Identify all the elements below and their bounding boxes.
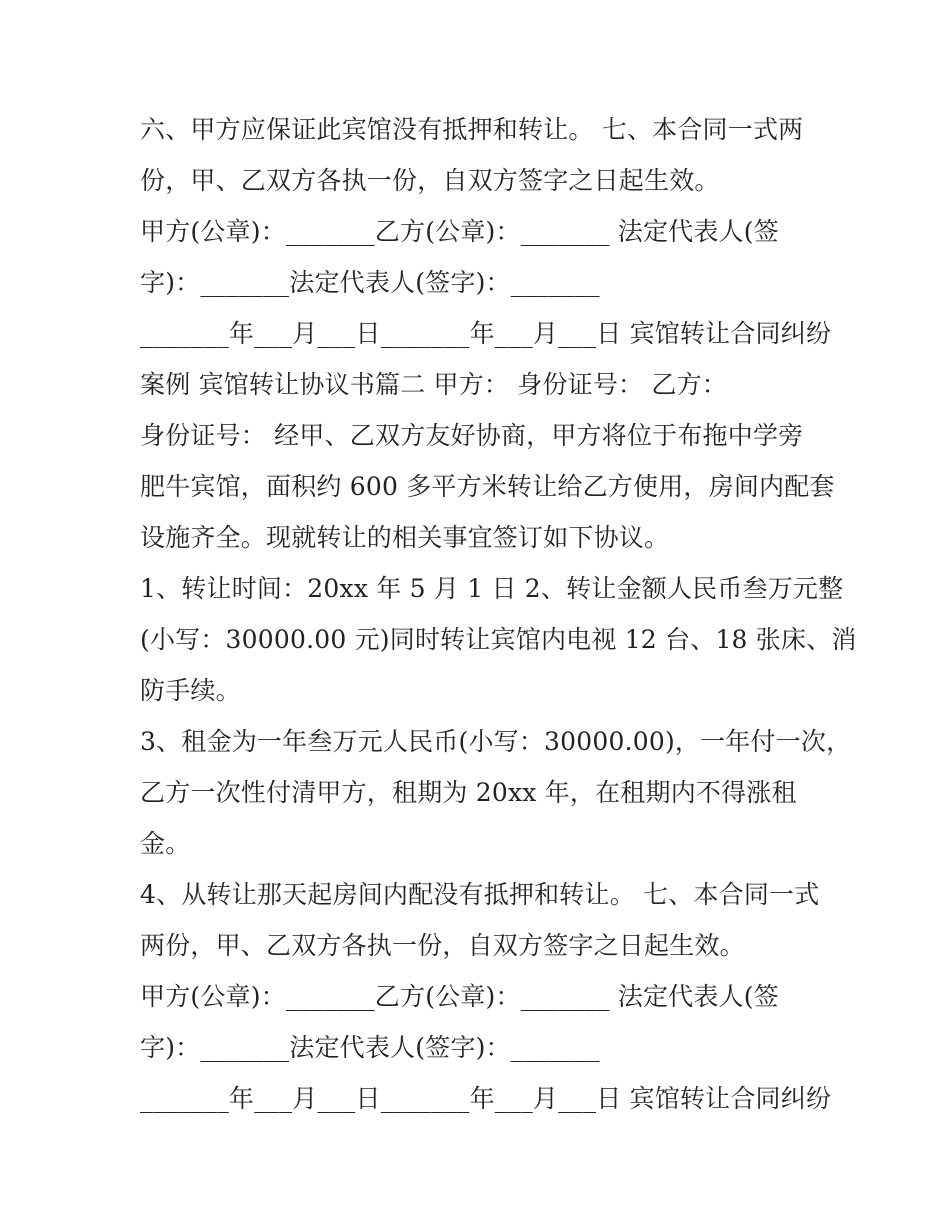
text-line-4: 字)：_______法定代表人(签字)：_______ [140, 268, 600, 297]
text-line-20: _______年___月___日_______年___月___日 宾馆转让合同纠纷 [140, 1084, 832, 1113]
text-line-19: 字)：_______法定代表人(签字)：_______ [140, 1033, 600, 1062]
text-line-11: (小写：30000.00 元)同时转让宾馆内电视 12 台、18 张床、消 [140, 625, 857, 654]
text-line-13: 3、租金为一年叁万元人民币(小写：30000.00)，一年付一次， [140, 727, 852, 756]
text-line-2: 份，甲、乙双方各执一份，自双方签字之日起生效。 [140, 166, 720, 195]
text-line-14: 乙方一次性付清甲方，租期为 20xx 年，在租期内不得涨租 [140, 778, 797, 807]
text-line-3: 甲方(公章)：_______乙方(公章)：_______ 法定代表人(签 [140, 217, 779, 246]
text-line-7: 身份证号： 经甲、乙双方友好协商，甲方将位于布拖中学旁 [140, 421, 804, 450]
text-line-5: _______年___月___日_______年___月___日 宾馆转让合同纠纷 [140, 319, 832, 348]
text-line-17: 两份，甲、乙双方各执一份，自双方签字之日起生效。 [140, 931, 745, 960]
text-line-18: 甲方(公章)：_______乙方(公章)：_______ 法定代表人(签 [140, 982, 779, 1011]
text-line-1: 六、甲方应保证此宾馆没有抵押和转让。 七、本合同一式两 [140, 115, 804, 144]
text-line-6: 案例 宾馆转让协议书篇二 甲方： 身份证号： 乙方： [140, 370, 727, 399]
document-body [140, 104, 857, 1124]
text-line-15: 金。 [140, 829, 191, 858]
text-line-10: 1、转让时间：20xx 年 5 月 1 日 2、转让金额人民币叁万元整 [140, 574, 844, 603]
text-line-12: 防手续。 [140, 676, 241, 705]
text-line-9: 设施齐全。现就转让的相关事宜签订如下协议。 [140, 523, 670, 552]
text-line-8: 肥牛宾馆，面积约 600 多平方米转让给乙方使用，房间内配套 [140, 472, 835, 501]
text-line-16: 4、从转让那天起房间内配没有抵押和转让。 七、本合同一式 [140, 880, 820, 909]
